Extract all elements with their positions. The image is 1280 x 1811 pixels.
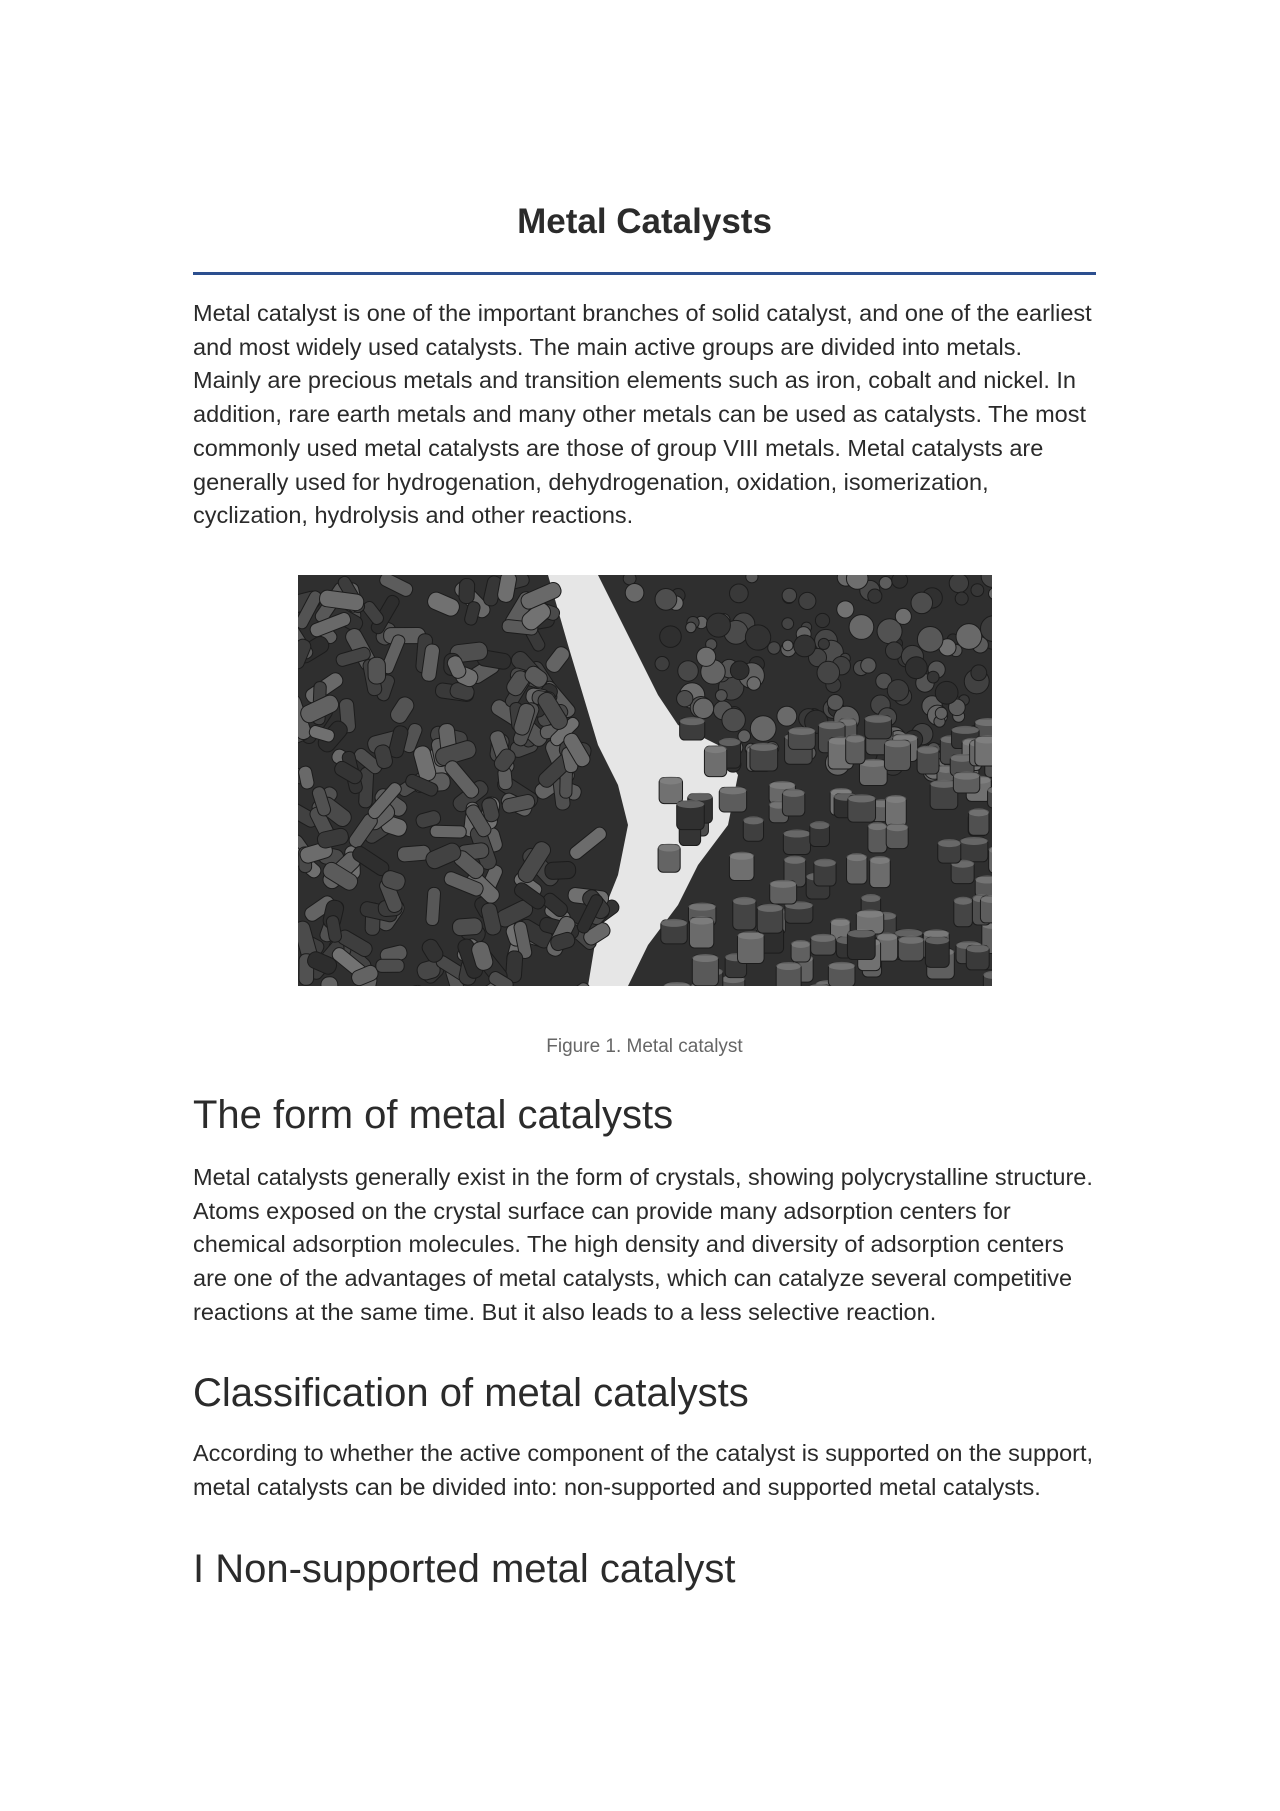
figure-caption: Figure 1. Metal catalyst: [546, 1035, 743, 1057]
catalyst-pellets-image: [298, 575, 992, 986]
title-divider: [193, 272, 1096, 275]
document-title: Metal Catalysts: [517, 202, 772, 241]
document-page: [193, 0, 1096, 1593]
section-heading-form: The form of metal catalysts: [193, 1092, 674, 1137]
section-heading-non-supported: I Non-supported metal catalyst: [193, 1546, 736, 1591]
section-body-classification: According to whether the active component of the catalyst is supported on the support, metal catalysts can be divided into: non-supported and supported metal catalysts.: [193, 1440, 1094, 1501]
section-body-form: Metal catalysts generally exist in the form of crystals, showing polycrystalline structure. Atoms exposed on the crystal surface can provide many adsorption centers for chemical adsorption molecules. The high density and diversity of adsorption centers are one of the advantages of metal catalysts, which can catalyze several competitive reactions at the same time. But it also leads to a less selective reaction.: [193, 1163, 1093, 1325]
intro-paragraph: Metal catalyst is one of the important branches of solid catalyst, and one of the earliest and most widely used catalysts. The main active groups are divided into metals. Mainly are precious metals and transition elements such as iron, cobalt and nickel. In addition, rare earth metals and many other metals can be used as catalysts. The most commonly used metal catalysts are those of group VIII metals. Metal catalysts are generally used for hydrogenation, dehydrogenation, oxidation, isomerization, cyclization, hydrolysis and other reactions.: [193, 300, 1092, 529]
metal-catalyst-photo: [298, 575, 992, 986]
figure: [193, 575, 1096, 986]
section-heading-classification: Classification of metal catalysts: [193, 1371, 749, 1416]
